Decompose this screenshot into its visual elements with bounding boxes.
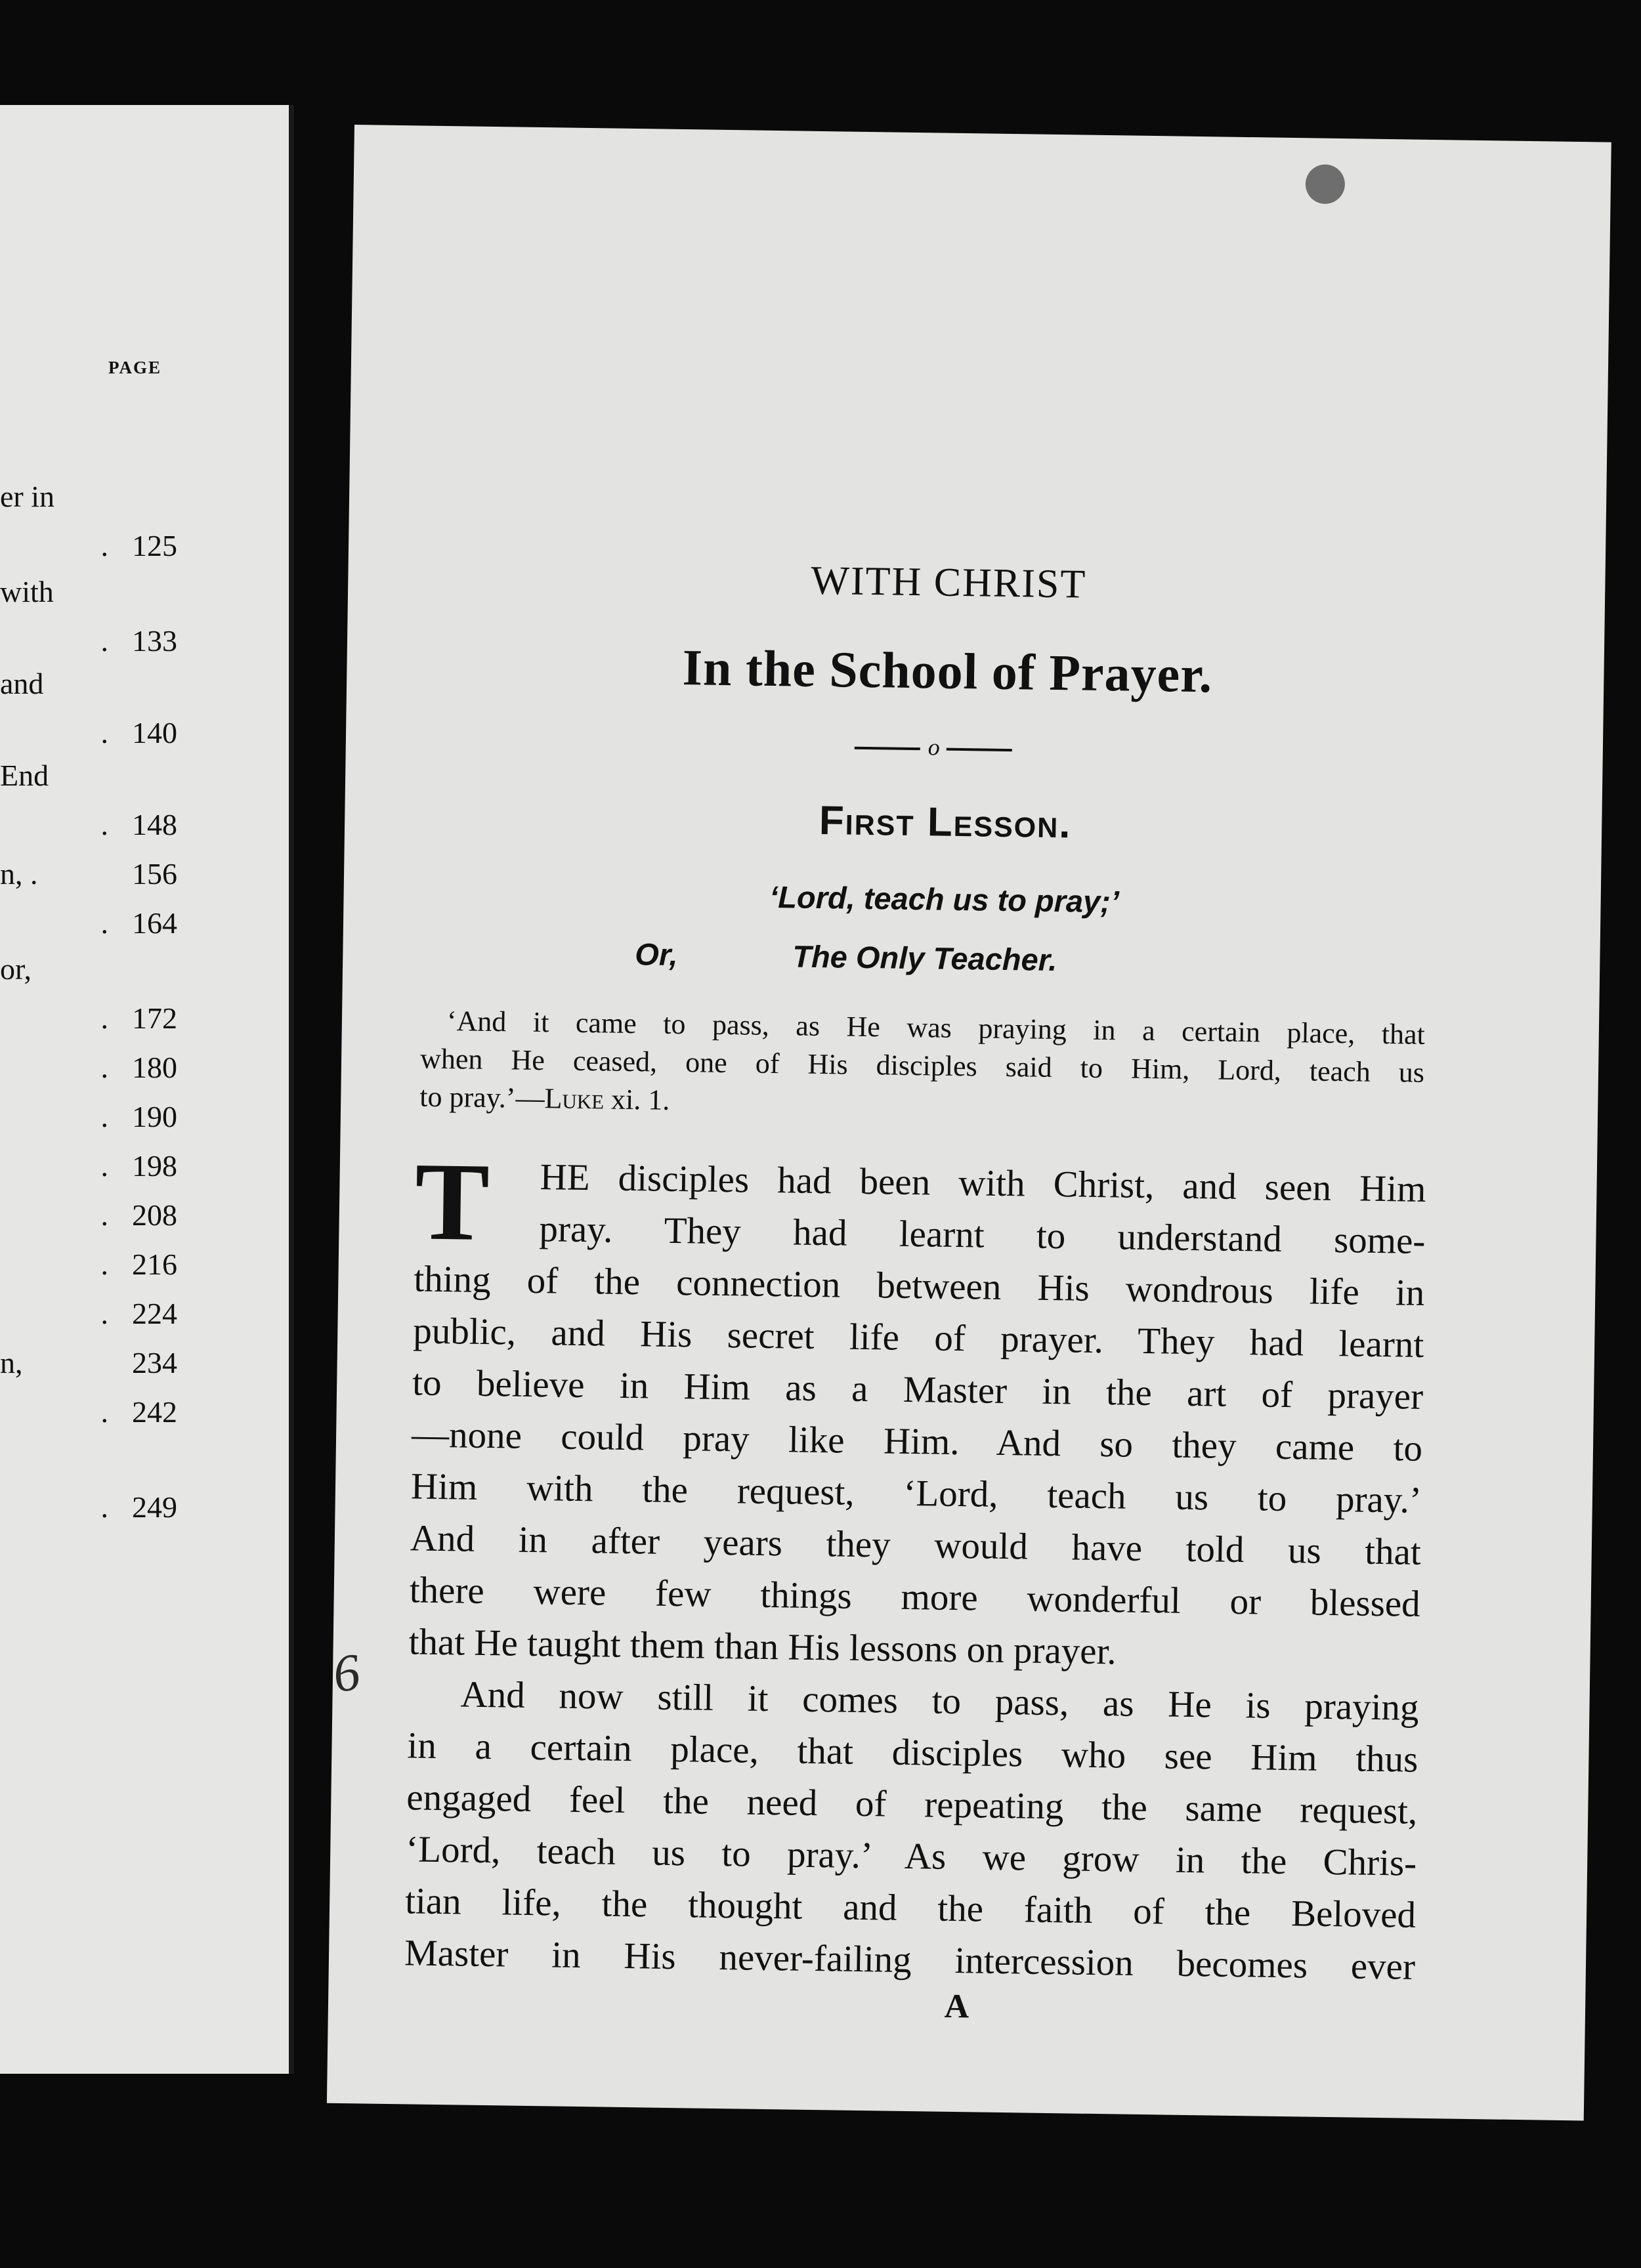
body-line: tian life, the thought and the faith of the Beloved (404, 1880, 1417, 1936)
epigraph (419, 1002, 1425, 1130)
toc-row (0, 715, 177, 755)
toc-page-number: 172 (132, 1001, 177, 1035)
body-line: Master in His never-failing intercession becomes ever (404, 1932, 1416, 1988)
toc-leader-dot: . (100, 1297, 108, 1330)
epigraph-line: ‘And it came to pass, as He was praying in a certain place, that (446, 1005, 1426, 1051)
toc-row (0, 758, 177, 797)
toc-page-number: 125 (132, 529, 177, 562)
toc-row (0, 1395, 177, 1434)
toc-row (0, 1198, 177, 1237)
scan-glare-spot (1305, 164, 1345, 204)
toc-row (0, 856, 177, 896)
toc-page-number: 216 (132, 1248, 177, 1281)
toc-row (0, 1296, 177, 1335)
epigraph-line: when He ceased, one of His disciples said to Him, Lord, teach us (419, 1042, 1425, 1089)
body-lines (404, 1139, 1426, 1992)
toc-leader-dot: . (100, 1100, 108, 1133)
body-line: ‘Lord, teach us to pray.’ As we grow in the Chris- (405, 1828, 1417, 1884)
toc-leader-dot: . (100, 906, 108, 940)
body-line: there were few things more wonderful or blessed (409, 1569, 1421, 1625)
toc-row (0, 479, 177, 518)
toc-row (0, 1148, 177, 1188)
divider-rule-left (855, 747, 920, 750)
toc-leader-dot: . (100, 716, 108, 749)
toc-row (0, 1345, 177, 1385)
toc-page-number: 208 (132, 1198, 177, 1232)
toc-entry-fragment: n, (0, 1346, 23, 1379)
toc-page-number: 180 (132, 1051, 177, 1084)
toc-row (0, 1490, 177, 1529)
body-line: HE disciples had been with Christ, and seen Him (540, 1156, 1426, 1210)
toc-leader-dot: . (100, 1198, 108, 1232)
toc-page-number: 234 (132, 1346, 177, 1379)
body-text (404, 1139, 1426, 1992)
handwritten-margin-note: 6 (330, 1643, 364, 1704)
toc-entry-fragment: n, . (0, 857, 38, 891)
drop-cap: T (414, 1139, 490, 1265)
toc-page-number: 140 (132, 716, 177, 749)
toc-page-number: 148 (132, 808, 177, 841)
toc-page-number: 164 (132, 906, 177, 940)
book-title: WITH CHRIST (810, 558, 1087, 607)
toc-row (0, 574, 177, 614)
alternate-title-or: Or, (635, 936, 679, 973)
toc-leader-dot: . (100, 1490, 108, 1524)
body-line: engaged feel the need of repeating the same request, (406, 1776, 1418, 1832)
alternate-title: The Only Teacher. (792, 938, 1057, 978)
toc-leader-dot: . (100, 1001, 108, 1035)
toc-row (0, 1001, 177, 1040)
toc-page-number: 156 (132, 857, 177, 891)
body-line: And in after years they would have told us that (410, 1517, 1422, 1573)
toc-row (0, 952, 177, 991)
lesson-heading: First Lesson. (819, 797, 1073, 847)
toc-leader-dot: . (100, 1248, 108, 1281)
divider-ornament: o (927, 734, 941, 761)
toc-leader-dot: . (100, 808, 108, 841)
toc-row (0, 1099, 177, 1139)
toc-leader-dot: . (100, 1395, 108, 1429)
previous-page-fragment (0, 105, 294, 2074)
alternate-title-row (343, 932, 1600, 989)
toc-page-number: 133 (132, 624, 177, 658)
toc-leader-dot: . (100, 624, 108, 658)
toc-leader-dot: . (100, 1051, 108, 1084)
ornamental-divider (855, 732, 1016, 761)
divider-rule-right (947, 748, 1012, 751)
body-line: to believe in Him as a Master in the art of prayer (412, 1362, 1424, 1418)
toc-row (0, 1247, 177, 1286)
toc-row (0, 807, 177, 847)
toc-page-number: 190 (132, 1100, 177, 1133)
body-line: public, and His secret life of prayer. They had learnt (412, 1310, 1424, 1366)
toc-page-number: 242 (132, 1395, 177, 1429)
scripture-reference-verse: xi. 1. (603, 1083, 670, 1116)
toc-entry-fragment: or, (0, 952, 32, 986)
body-line: Him with the request, ‘Lord, teach us to pray.’ (410, 1465, 1422, 1521)
body-line: pray. They had learnt to understand some- (539, 1208, 1426, 1262)
body-line: —none could pray like Him. And so they came to (411, 1414, 1423, 1469)
epigraph-text: to pray.’— (419, 1080, 545, 1115)
toc-entry-fragment: with (0, 575, 54, 608)
toc-leader-dot: . (100, 1149, 108, 1183)
body-line: thing of the connection between His wondrous life in (414, 1258, 1425, 1314)
book-page (327, 125, 1611, 2120)
body-line: in a certain place, that disciples who see Him thus (407, 1725, 1418, 1780)
toc-page-number: 224 (132, 1297, 177, 1330)
toc-row (0, 528, 177, 568)
toc-leader-dot: . (100, 529, 108, 562)
toc-row (0, 1050, 177, 1089)
signature-mark: A (944, 1987, 970, 2026)
toc-entry-fragment: and (0, 667, 44, 700)
book-subtitle: In the School of Prayer. (682, 639, 1213, 704)
toc-page-header: PAGE (108, 358, 161, 377)
toc-row (0, 666, 177, 705)
toc-page-number: 249 (132, 1490, 177, 1524)
toc-entry-fragment: End (0, 759, 49, 792)
toc-page-number: 198 (132, 1149, 177, 1183)
body-line: that He taught them than His lessons on prayer. (408, 1621, 1117, 1673)
toc-row (0, 906, 177, 945)
toc-entry-fragment: er in (0, 480, 55, 513)
lesson-quote: ‘Lord, teach us to pray;’ (769, 879, 1120, 919)
toc-row (0, 623, 177, 663)
body-line: And now still it comes to pass, as He is praying (460, 1673, 1419, 1729)
scripture-reference-book: Luke (544, 1082, 605, 1116)
